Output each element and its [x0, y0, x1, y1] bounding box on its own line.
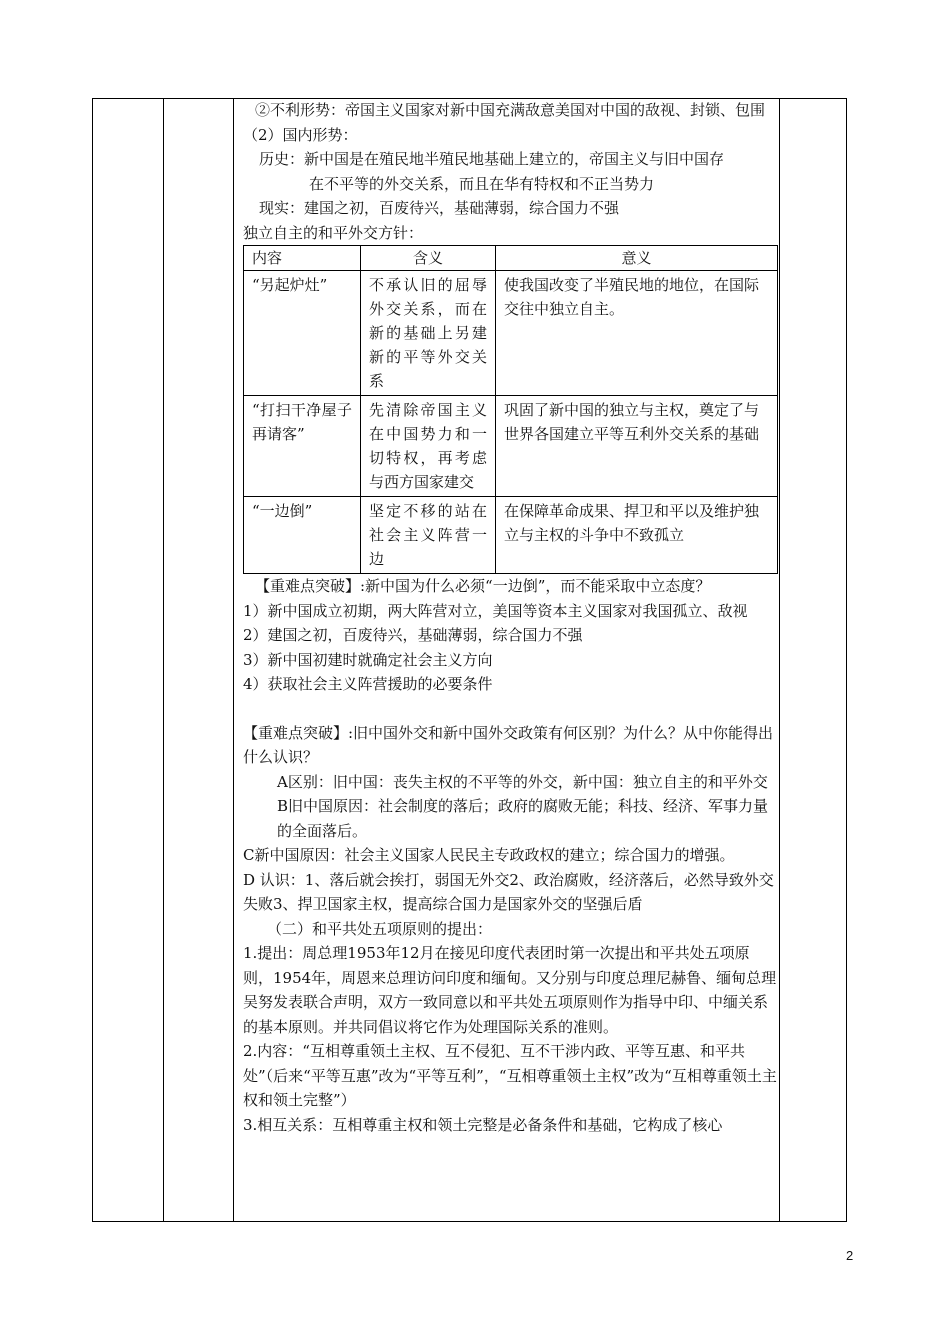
page-number: 2: [846, 1248, 854, 1263]
breakthrough-point: 1）新中国成立初期，两大阵营对立，美国等资本主义国家对我国孤立、敌视: [243, 601, 748, 620]
spacer: [243, 697, 778, 721]
cell-significance: 在保障革命成果、捍卫和平以及维护独立与主权的斗争中不致孤立: [496, 497, 778, 574]
five-principles-relation: 3.相互关系：互相尊重主权和领土完整是必备条件和基础，它构成了核心: [243, 1115, 723, 1134]
cell-content: “打扫干净屋子再请客”: [244, 396, 361, 497]
column-divider: [233, 99, 234, 1221]
breakthrough-question-2: 【重难点突破】:旧中国外交和新中国外交政策有何区别？为什么？从中你能得出什么认识？: [243, 723, 774, 766]
history-text: 历史：新中国是在殖民地半殖民地基础上建立的，帝国主义与旧中国存: [259, 150, 725, 168]
history-continuation: 在不平等的外交关系，而且在华有特权和不正当势力: [309, 174, 655, 193]
five-principles-content: 2.内容：“互相尊重领土主权、互不侵犯、互不干涉内政、平等互惠、和平共处”（后来“平等互惠”改为“平等互利”，“互相尊重领土主权”改为“互相尊重领土主权和领土完整”）: [243, 1042, 777, 1109]
insight-text: D 认识：1、落后就会挨打，弱国无外交2、政治腐败，经济落后，必然导致外交失败3、捍卫国家主权，提高综合国力是国家外交的坚强后盾: [243, 870, 774, 913]
table-row: [244, 271, 778, 396]
header-significance: 意义: [496, 246, 778, 271]
policy-table-header: [244, 246, 778, 271]
cell-meaning: 坚定不移的站在社会主义阵营一边: [361, 497, 496, 574]
cell-content: “另起炉灶”: [244, 271, 361, 396]
difference-text: A区别：旧中国：丧失主权的不平等的外交，新中国：独立自主的和平外交: [277, 772, 768, 791]
policy-table: [243, 245, 778, 574]
column-divider: [163, 99, 164, 1221]
intl-unfavorable-text: ②不利形势：帝国主义国家对新中国充满敌意美国对中国的敌视、封锁、包围: [255, 101, 766, 119]
policy-title: 独立自主的和平外交方针：: [243, 223, 424, 242]
breakthrough-point: 2）建国之初，百废待兴，基础薄弱，综合国力不强: [243, 626, 583, 644]
cell-meaning: 不承认旧的屈辱外交关系，而在新的基础上另建新的平等外交关系: [361, 271, 496, 396]
header-meaning: 含义: [361, 246, 496, 271]
header-content: 内容: [244, 246, 361, 271]
cell-meaning: 先清除帝国主义在中国势力和一切特权，再考虑与西方国家建交: [361, 396, 496, 497]
cell-significance: 使我国改变了半殖民地的地位，在国际交往中独立自主。: [496, 271, 778, 396]
lesson-content-cell: [243, 98, 778, 1222]
cell-significance: 巩固了新中国的独立与主权，奠定了与世界各国建立平等互利外交关系的基础: [496, 396, 778, 497]
table-row: [244, 497, 778, 574]
breakthrough-point: 3）新中国初建时就确定社会主义方向: [243, 650, 493, 669]
table-row: [244, 396, 778, 497]
five-principles-title: （二）和平共处五项原则的提出：: [267, 919, 493, 938]
five-principles-proposal: 1.提出：周总理1953年12月在接见印度代表团时第一次提出和平共处五项原则，1954年，周恩来总理访问印度和缅甸。又分别与印度总理尼赫鲁、缅甸总理吴努发表联合声明，双方一致同意以和平共处五项原则作为指导中印、中缅关系的基本原则。并共同倡议将它作为处理国际关系的准则。: [243, 944, 777, 1036]
breakthrough-question-1: 【重难点突破】:新中国为什么必须“一边倒”，而不能采取中立态度？: [255, 577, 711, 595]
cell-content: “一边倒”: [244, 497, 361, 574]
old-china-reason: B旧中国原因：社会制度的落后；政府的腐败无能；科技、经济、军事力量的全面落后。: [277, 797, 769, 840]
new-china-reason: C新中国原因：社会主义国家人民民主专政政权的建立；综合国力的增强。: [243, 846, 735, 864]
column-divider: [779, 99, 780, 1221]
breakthrough-point: 4）获取社会主义阵营援助的必要条件: [243, 675, 493, 693]
domestic-title: （2）国内形势：: [243, 125, 358, 144]
reality-text: 现实：建国之初，百废待兴，基础薄弱，综合国力不强: [259, 199, 620, 217]
